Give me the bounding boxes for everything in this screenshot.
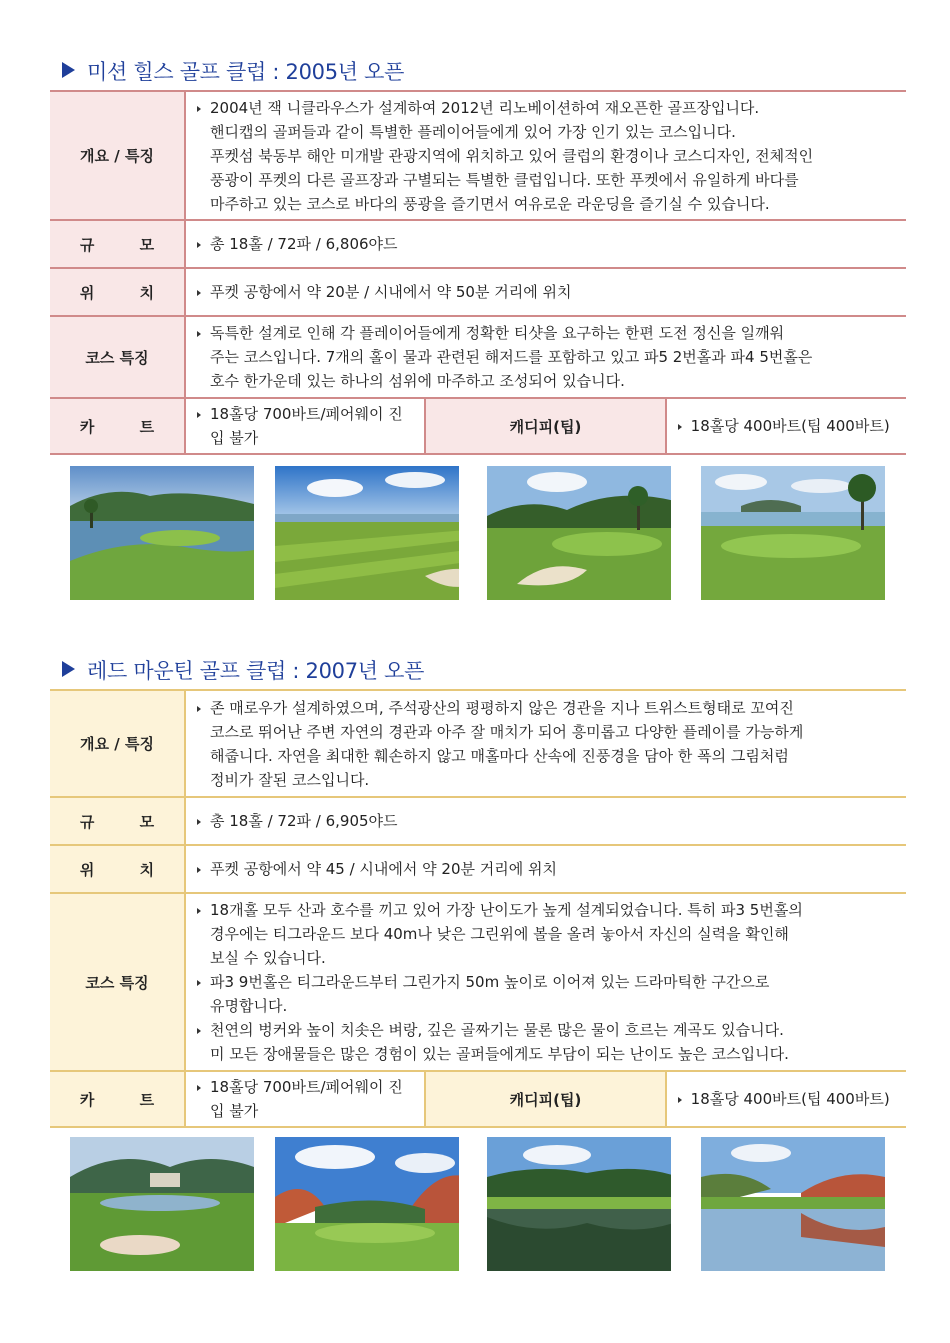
triangle-bullet-icon xyxy=(62,661,75,677)
club2-course-value xyxy=(185,893,906,1071)
club2-title: 레드 마운틴 골프 클럽 : 2007년 오픈 xyxy=(62,655,424,685)
club1-caddie-label: 캐디피(팁) xyxy=(425,398,665,454)
club1-cart-label: 카 트 xyxy=(50,398,185,454)
club1-title: 미션 힐스 골프 클럽 : 2005년 오픈 xyxy=(62,56,404,86)
club1-overview-row xyxy=(50,91,906,220)
club2-overview-row xyxy=(50,690,906,797)
club1-location-row xyxy=(50,268,906,316)
club2-info-table xyxy=(50,689,906,1128)
club1-info-table xyxy=(50,90,906,455)
club1-location-value: 푸켓 공항에서 약 20분 / 시내에서 약 50분 거리에 위치 xyxy=(185,268,906,316)
club1-location-label: 위 치 xyxy=(50,268,185,316)
club1-scale-row xyxy=(50,220,906,268)
list-item: 2004년 잭 니클라우스가 설계하여 2012년 리노베이션하여 재오픈한 골프장입니다. 핸디캡의 골퍼들과 같이 특별한 플레이어들에게 있어 가장 인기 있는 코스입니다. 푸켓섬 북동부 해안 미개발 관광지역에 위치하고 있어 클럽의 환경이나 코스디자인, 전체적인 풍광이 푸켓의 다른 골프장과 구별되는 특별한 클럽입니다. 또한 푸켓에서 유일하게 바다를 마주하고 있는 코스로 바다의 풍광을 즐기면서 여유로운 라운딩을 즐기실 수 있습니다. xyxy=(210,96,896,216)
club2-course-row xyxy=(50,893,906,1071)
club1-photo-fairway-sea xyxy=(275,466,459,600)
club1-overview-label: 개요 / 특징 xyxy=(50,91,185,220)
club1-caddie-value: 18홀당 400바트(팁 400바트) xyxy=(666,398,906,454)
club2-cart-row xyxy=(50,1071,906,1127)
club2-overview-label: 개요 / 특징 xyxy=(50,690,185,797)
club2-overview-value xyxy=(185,690,906,797)
club2-scale-row xyxy=(50,797,906,845)
club2-cart-value: 18홀당 700바트/페어웨이 진입 불가 xyxy=(185,1071,425,1127)
list-item: 파3 9번홀은 티그라운드부터 그린가지 50m 높이로 이어져 있는 드라마틱한 구간으로 유명합니다. xyxy=(210,970,896,1018)
club2-caddie-value: 18홀당 400바트(팁 400바트) xyxy=(666,1071,906,1127)
club1-course-label: 코스 특징 xyxy=(50,316,185,398)
triangle-bullet-icon xyxy=(62,62,75,78)
club1-photo-green-sea xyxy=(701,466,885,600)
club1-scale-value: 총 18홀 / 72파 / 6,806야드 xyxy=(185,220,906,268)
club2-photo-canyon-lake xyxy=(701,1137,885,1271)
club1-course-row xyxy=(50,316,906,398)
club1-photo-lake-green xyxy=(70,466,254,600)
club1-course-value xyxy=(185,316,906,398)
club1-cart-row xyxy=(50,398,906,454)
club2-location-row xyxy=(50,845,906,893)
list-item: 천연의 벙커와 높이 치솟은 벼랑, 깊은 골짜기는 물론 많은 물이 흐르는 계곡도 있습니다. 미 모든 장애물들은 많은 경험이 있는 골퍼들에게도 부담이 되는 난이도 높은 코스입니다. xyxy=(210,1018,896,1066)
club2-scale-label: 규 모 xyxy=(50,797,185,845)
club1-cart-value: 18홀당 700바트/페어웨이 진입 불가 xyxy=(185,398,425,454)
club1-photo-bunker xyxy=(487,466,671,600)
list-item: 존 매로우가 설계하였으며, 주석광산의 평평하지 않은 경관을 지나 트위스트형태로 꼬여진 코스로 뛰어난 주변 자연의 경관과 아주 잘 매치가 되어 흥미롭고 다양한 플레이를 가능하게 해줍니다. 자연을 최대한 훼손하지 않고 매홀마다 산속에 진풍경을 담아 한 폭의 그림처럼 정비가 잘된 코스입니다. xyxy=(210,696,896,792)
club2-course-label: 코스 특징 xyxy=(50,893,185,1071)
club1-scale-label: 규 모 xyxy=(50,220,185,268)
club2-photo-red-cliff xyxy=(275,1137,459,1271)
club2-location-value: 푸켓 공항에서 약 45 / 시내에서 약 20분 거리에 위치 xyxy=(185,845,906,893)
club2-cart-label: 카 트 xyxy=(50,1071,185,1127)
club2-location-label: 위 치 xyxy=(50,845,185,893)
club2-photo-clubhouse xyxy=(70,1137,254,1271)
club2-scale-value: 총 18홀 / 72파 / 6,905야드 xyxy=(185,797,906,845)
club2-caddie-label: 캐디피(팁) xyxy=(425,1071,665,1127)
list-item: 18개홀 모두 산과 호수를 끼고 있어 가장 난이도가 높게 설계되었습니다. 특히 파3 5번홀의 경우에는 티그라운드 보다 40m나 낮은 그린위에 볼을 올려 놓아서 자신의 실력을 확인해 보실 수 있습니다. xyxy=(210,898,896,970)
club1-overview-value xyxy=(185,91,906,220)
list-item: 독특한 설계로 인해 각 플레이어들에게 정확한 티샷을 요구하는 한편 도전 정신을 일깨워 주는 코스입니다. 7개의 홀이 물과 관련된 해저드를 포함하고 있고 파5 2번홀과 파4 5번홀은 호수 한가운데 있는 하나의 섬위에 마주하고 조성되어 있습니다. xyxy=(210,321,896,393)
club2-photo-lake-reflection xyxy=(487,1137,671,1271)
